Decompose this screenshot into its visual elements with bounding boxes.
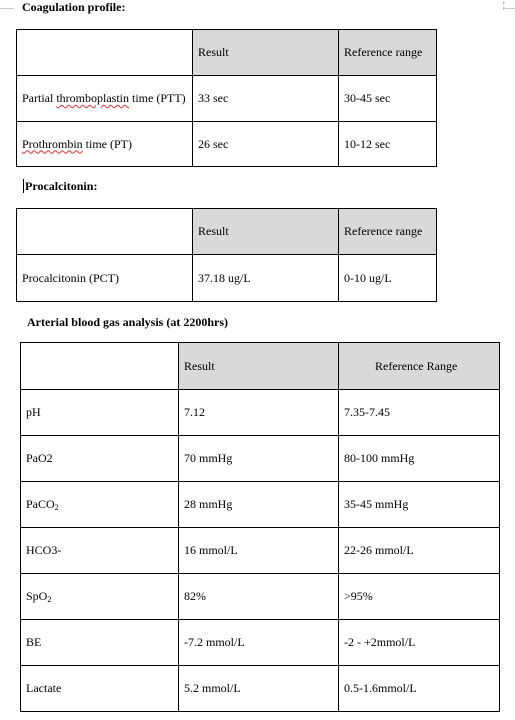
procalcitonin-heading-text: Procalcitonin: xyxy=(25,179,98,193)
abg-table xyxy=(20,342,500,712)
result-cell: 5.2 mmol/L xyxy=(179,666,339,712)
result-cell: -7.2 mmol/L xyxy=(179,620,339,666)
subscript: 2 xyxy=(54,503,59,512)
table-header-row xyxy=(21,343,500,390)
test-name-cell: pH xyxy=(21,390,179,436)
corner-mark: ¦ xyxy=(503,0,505,10)
header-cell-empty xyxy=(17,209,193,255)
table-header-row xyxy=(17,209,437,255)
page-margin-line-right xyxy=(505,8,515,9)
reference-cell: 30-45 sec xyxy=(339,76,437,122)
result-cell: 70 mmHg xyxy=(179,436,339,482)
reference-cell: 35-45 mmHg xyxy=(339,482,500,528)
test-name-part: PaCO xyxy=(26,497,55,511)
header-cell-empty xyxy=(21,343,179,390)
test-name-part: time (PTT) xyxy=(129,91,186,105)
table-row xyxy=(21,390,500,436)
table-row xyxy=(21,620,500,666)
result-cell: 28 mmHg xyxy=(179,482,339,528)
header-reference: Reference range xyxy=(339,30,437,76)
reference-cell: >95% xyxy=(339,574,500,620)
test-name-cell: HCO3- xyxy=(21,528,179,574)
test-name-cell: BE xyxy=(21,620,179,666)
table-row xyxy=(21,574,500,620)
result-cell: 16 mmol/L xyxy=(179,528,339,574)
table-row xyxy=(21,482,500,528)
result-cell: 37.18 ug/L xyxy=(193,255,339,302)
table-row xyxy=(17,255,437,302)
reference-cell: 7.35-7.45 xyxy=(339,390,500,436)
text-cursor xyxy=(23,179,24,193)
test-name-part: time (PT) xyxy=(82,136,132,151)
spellcheck-word: thromboplastin xyxy=(56,91,129,105)
header-reference: Reference Range xyxy=(339,343,500,390)
spellcheck-word: Prothrombin xyxy=(22,136,83,151)
result-cell: 26 sec xyxy=(193,122,339,167)
test-name-part: Partial xyxy=(22,91,57,105)
header-reference: Reference range xyxy=(339,209,437,255)
result-cell: 82% xyxy=(179,574,339,620)
test-name-cell xyxy=(17,76,193,122)
result-cell: 7.12 xyxy=(179,390,339,436)
abg-heading: Arterial blood gas analysis (at 2200hrs) xyxy=(27,315,228,329)
test-name-cell: PaO2 xyxy=(21,436,179,482)
reference-cell: -2 - +2mmol/L xyxy=(339,620,500,666)
test-name-cell: Procalcitonin (PCT) xyxy=(17,255,193,302)
procalcitonin-table xyxy=(16,208,437,302)
table-row xyxy=(21,436,500,482)
procalcitonin-heading xyxy=(23,179,97,193)
table-header-row xyxy=(17,30,437,76)
header-result: Result xyxy=(179,343,339,390)
subscript: 2 xyxy=(47,595,52,604)
header-result: Result xyxy=(193,30,339,76)
coagulation-heading: Coagulation profile: xyxy=(22,0,126,14)
header-result: Result xyxy=(193,209,339,255)
table-row xyxy=(21,528,500,574)
test-name-cell xyxy=(17,122,193,167)
reference-cell: 10-12 sec xyxy=(339,122,437,167)
reference-cell: 80-100 mmHg xyxy=(339,436,500,482)
reference-cell: 0.5-1.6mmol/L xyxy=(339,666,500,712)
header-cell-empty xyxy=(17,30,193,76)
page-margin-line-left xyxy=(0,8,14,9)
test-name-part: SpO xyxy=(26,589,48,603)
coagulation-table xyxy=(16,29,437,167)
test-name-cell: Lactate xyxy=(21,666,179,712)
test-name-cell xyxy=(21,574,179,620)
table-row xyxy=(17,122,437,167)
reference-cell: 0-10 ug/L xyxy=(339,255,437,302)
table-row xyxy=(21,666,500,712)
result-cell: 33 sec xyxy=(193,76,339,122)
reference-cell: 22-26 mmol/L xyxy=(339,528,500,574)
test-name-cell xyxy=(21,482,179,528)
table-row xyxy=(17,76,437,122)
